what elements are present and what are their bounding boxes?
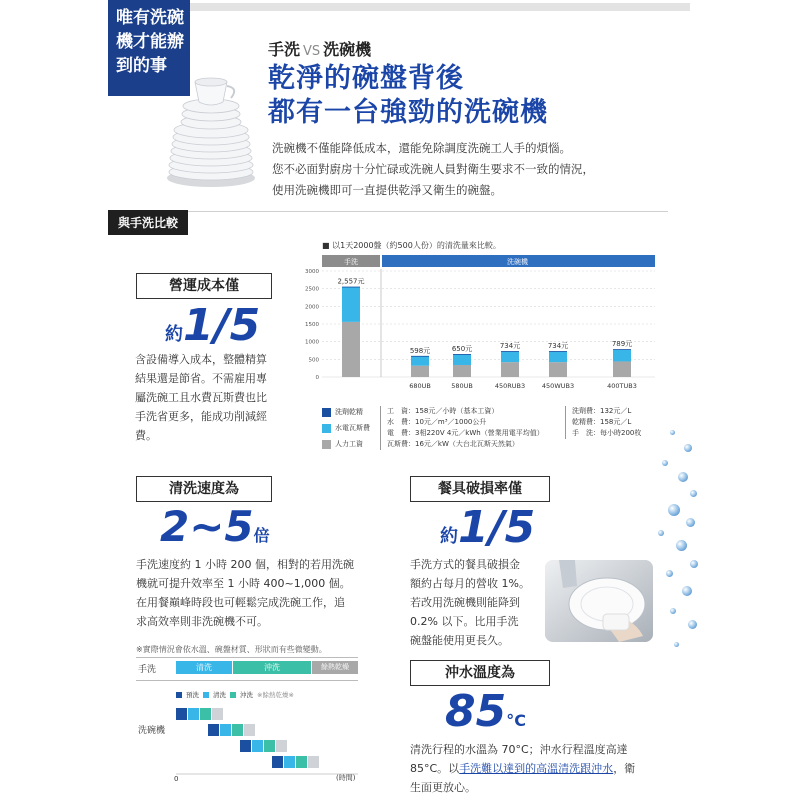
bar-segment <box>549 352 567 363</box>
step-rinse <box>232 724 243 736</box>
bar-total-label: 734元 <box>499 342 521 351</box>
intro-paragraph <box>272 138 594 201</box>
legend-label: 人力工資 <box>335 440 363 448</box>
timeline-machine-label: 洗碗機 <box>138 726 166 736</box>
damage-text <box>410 555 550 650</box>
bar-segment <box>501 352 519 363</box>
intro-line: 使用洗碗機即可一直提供乾淨又衛生的碗盤。 <box>272 183 502 197</box>
temp-title: 沖水溫度為 <box>410 660 550 686</box>
damage-text-line: 碗盤能使用更長久。 <box>410 634 509 647</box>
y-tick-label: 3000 <box>305 269 319 275</box>
bar-total-label: 650元 <box>451 345 473 354</box>
legend-swatch <box>322 424 331 433</box>
temp-text-part: ，衛 <box>613 762 636 775</box>
headline-line: 都有一台強勁的洗碗機 <box>268 97 548 128</box>
other-note: 洗劑費：132元／L <box>572 407 632 415</box>
timeline-axis-zero: 0 <box>174 775 179 783</box>
bar-segment <box>453 365 471 377</box>
legend-label: 預洗 <box>186 691 199 699</box>
temp-text <box>410 740 660 797</box>
legend-swatch <box>203 692 209 698</box>
y-tick-label: 500 <box>308 357 319 364</box>
y-tick-label: 2500 <box>305 286 319 293</box>
legend-label: 清洗 <box>213 691 226 699</box>
cost-text-line: 手洗省更多，能成功削減經 <box>135 410 267 423</box>
damage-text-line: 手洗方式的餐具破損金 <box>410 558 520 571</box>
temp-unit: °C <box>506 711 526 730</box>
step-prewash <box>272 756 283 768</box>
speed-figure <box>160 502 270 551</box>
step-prewash <box>208 724 219 736</box>
corner-line: 唯有洗碗 <box>116 8 184 28</box>
damage-text-line: 額約占每月的營收 1%。 <box>410 577 530 590</box>
bar-segment <box>411 366 429 377</box>
legend-swatch <box>322 408 331 417</box>
speed-text-line: 機就可提升效率至 1 小時 400~1,000 個。 <box>136 577 351 590</box>
bar-segment <box>342 287 360 288</box>
other-note: 手 洗：每小時200枚 <box>572 429 642 437</box>
legend-item <box>322 423 370 433</box>
legend-label: 洗劑乾精 <box>335 408 363 416</box>
bar-segment <box>453 354 471 365</box>
y-tick-label: 0 <box>315 375 319 381</box>
damage-text-line: 若改用洗碗機則能降到 <box>410 596 520 609</box>
hand-segment-rinse: 沖洗 <box>233 661 311 674</box>
legend-swatch <box>176 692 182 698</box>
chart-header-hand-label: 手洗 <box>344 258 358 266</box>
bar-segment <box>613 350 631 362</box>
temp-text-line: 生面更放心。 <box>410 781 476 794</box>
corner-line: 機才能辦 <box>116 32 184 52</box>
bar-total-label: 2,557元 <box>337 277 365 286</box>
x-tick-label: 450RUB3 <box>494 382 526 390</box>
legend-label: 沖洗 <box>240 691 253 699</box>
temp-figure <box>445 686 526 737</box>
temp-value: 85 <box>445 686 507 737</box>
intro-line: 洗碗機不僅能降低成本，還能免除調度洗碗工人手的煩惱。 <box>272 141 571 155</box>
step-rinse <box>200 708 211 720</box>
washing-plate-photo <box>545 560 653 642</box>
bar-segment <box>342 287 360 322</box>
y-tick-label: 1000 <box>305 339 319 346</box>
section-divider <box>108 211 668 212</box>
chart-legend <box>322 407 370 455</box>
y-tick-label: 1500 <box>305 322 319 328</box>
other-note: 乾精費：158元／L <box>572 418 632 426</box>
cost-title: 營運成本僅 <box>136 273 272 299</box>
step-wash <box>252 740 263 752</box>
legend-label: 水電瓦斯費 <box>335 424 370 432</box>
legend-swatch <box>230 692 236 698</box>
speed-text-line: 在用餐巔峰時段也可輕鬆完成洗碗工作，追 <box>136 596 345 609</box>
bar-total-label: 598元 <box>409 346 431 355</box>
x-tick-label: 680UB <box>409 382 431 390</box>
x-tick-label: 400TUB3 <box>607 382 637 390</box>
plates-stack-image <box>165 60 265 190</box>
bar-segment <box>411 356 429 357</box>
damage-title: 餐具破損率僅 <box>410 476 550 502</box>
vs-word: VS <box>303 44 321 59</box>
cost-text <box>135 350 285 445</box>
speed-title: 清洗速度為 <box>136 476 272 502</box>
cost-text-line: 屬洗碗工且水費瓦斯費也比 <box>135 391 267 404</box>
chart-note: ■ 以1天2000盤（約500人份）的清洗量來比較。 <box>322 241 501 250</box>
bar-segment <box>613 349 631 350</box>
bar-segment <box>411 356 429 366</box>
step-wash <box>220 724 231 736</box>
bar-segment <box>453 354 471 355</box>
legend-label: ※餘熱乾燥※ <box>257 691 294 699</box>
speed-text <box>136 555 376 631</box>
timeline-chart <box>136 657 358 783</box>
rate-note: 水 費：10元／m³／1000公升 <box>387 418 487 426</box>
chart-header-machine-label: 洗碗機 <box>507 258 528 266</box>
x-tick-label: 580UB <box>451 382 473 390</box>
speed-suffix: 倍 <box>253 526 270 545</box>
x-tick-label: 450WUB3 <box>541 382 575 390</box>
rate-note: 瓦斯費：16元／kW（大台北瓦斯天然氣） <box>387 440 519 448</box>
comparison-heading <box>268 37 371 60</box>
headline-line: 乾淨的碗盤背後 <box>268 63 464 94</box>
step-dry <box>244 724 255 736</box>
bar-segment <box>501 351 519 352</box>
bar-segment <box>549 351 567 352</box>
speed-value: 2~5 <box>160 502 254 551</box>
cost-text-line: 費。 <box>135 429 157 442</box>
cost-figure <box>165 300 260 351</box>
timeline-hand-label: 手洗 <box>138 665 157 675</box>
chart-notes-rates <box>380 406 544 450</box>
step-prewash <box>240 740 251 752</box>
corner-line: 到的事 <box>116 56 167 76</box>
damage-value: 1/5 <box>458 502 536 553</box>
damage-prefix: 約 <box>440 526 458 547</box>
cost-chart <box>300 255 660 400</box>
cost-text-line: 含設備導入成本，整體精算 <box>135 353 267 366</box>
bar-segment <box>613 361 631 377</box>
intro-line: 您不必面對廚房十分忙碌或洗碗人員對衛生要求不一致的情況， <box>272 162 594 176</box>
damage-text-line: 0.2% 以下。比用手洗 <box>410 615 519 628</box>
step-wash <box>284 756 295 768</box>
step-dry <box>276 740 287 752</box>
timeline-axis-end: (時間) <box>336 774 356 782</box>
speed-text-line: 求高效率則非洗碗機不可。 <box>136 615 268 628</box>
bar-segment <box>501 362 519 377</box>
step-wash <box>188 708 199 720</box>
damage-figure <box>440 502 535 553</box>
step-dry <box>308 756 319 768</box>
vs-left-label: 手洗 <box>268 40 301 59</box>
legend-item <box>322 439 370 449</box>
step-prewash <box>176 708 187 720</box>
bar-total-label: 789元 <box>611 340 633 349</box>
water-droplets-decoration <box>640 420 700 680</box>
bar-segment <box>549 362 567 377</box>
temp-text-line: 清洗行程的水溫為 70°C；沖水行程溫度高達 <box>410 743 628 756</box>
step-rinse <box>296 756 307 768</box>
hand-segment-dry: 餘熱乾燥 <box>312 661 358 674</box>
chart-notes-other <box>565 406 641 439</box>
timeline-legend <box>176 690 294 699</box>
cost-value: 1/5 <box>183 300 261 351</box>
step-rinse <box>264 740 275 752</box>
rate-note: 電 費：3相220V 4元／kWh（營業用電平均值） <box>387 429 544 437</box>
temp-highlight: 手洗難以達到的高溫清洗跟沖水 <box>459 762 614 775</box>
timeline-steps <box>136 700 358 777</box>
headline <box>268 62 548 130</box>
temp-text-line <box>410 759 660 778</box>
legend-item <box>322 407 370 417</box>
cost-text-line: 結果還是節省。不需雇用專 <box>135 372 267 385</box>
top-rule <box>190 3 690 11</box>
section-tag: 與手洗比較 <box>108 210 188 235</box>
cost-prefix: 約 <box>165 324 183 345</box>
rate-note: 工 資：158元／小時（基本工資） <box>387 407 499 415</box>
temp-text-part: 85°C。以 <box>410 762 460 775</box>
legend-swatch <box>322 440 331 449</box>
bar-segment <box>342 322 360 377</box>
timeline-note: ※實際情況會依水溫、碗盤材質、形狀而有些微變動。 <box>136 645 327 654</box>
speed-text-line: 手洗速度約 1 小時 200 個，相對的若用洗碗 <box>136 558 354 571</box>
step-dry <box>212 708 223 720</box>
y-tick-label: 2000 <box>305 304 319 311</box>
bar-total-label: 734元 <box>547 342 569 351</box>
vs-right-label: 洗碗機 <box>323 40 372 59</box>
hand-segment-wash: 清洗 <box>176 661 232 674</box>
